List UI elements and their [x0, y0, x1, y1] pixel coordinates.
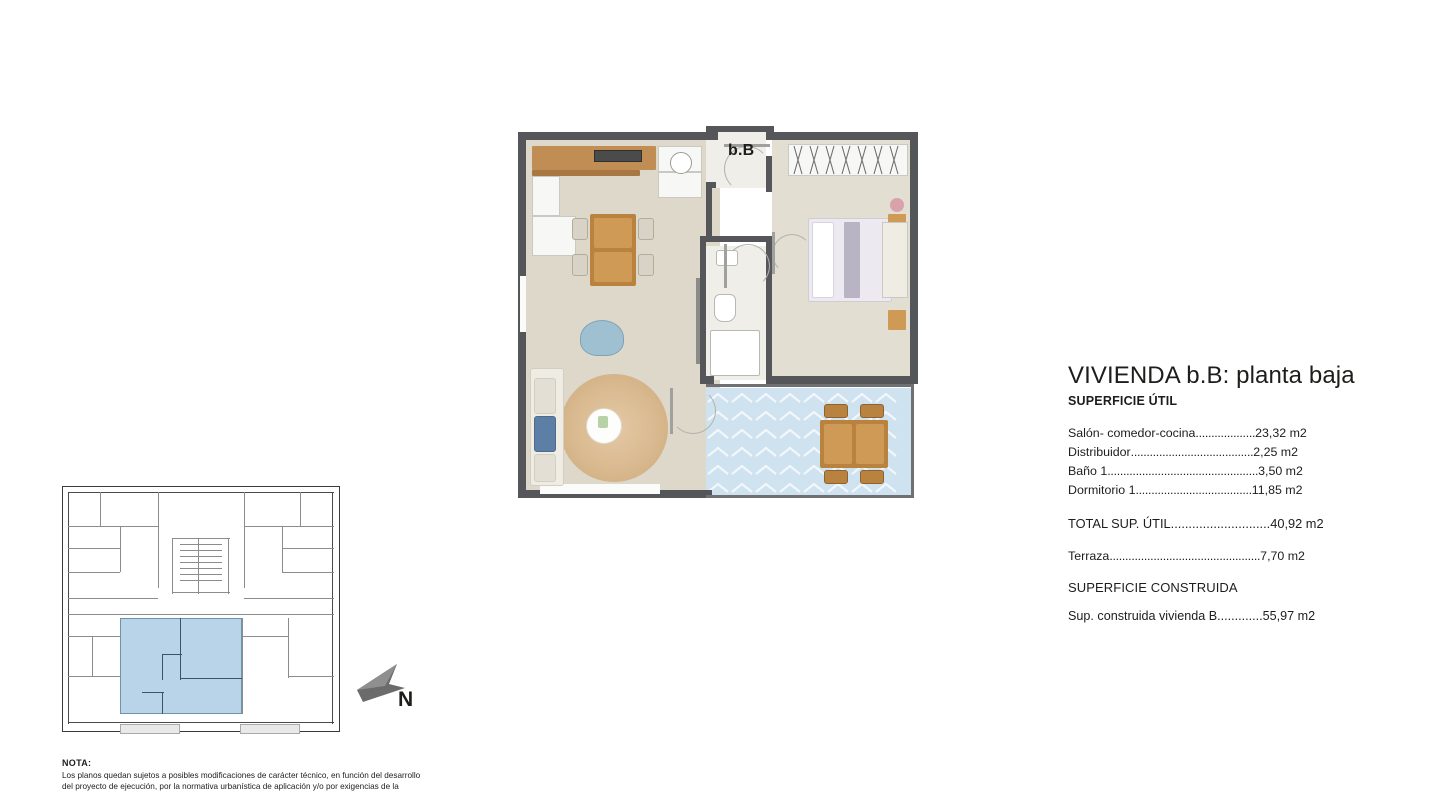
terrace-row [1068, 547, 1398, 566]
toilet [714, 294, 736, 322]
interior-wall [700, 236, 706, 384]
room-row [1068, 424, 1398, 443]
sofa-cushion [534, 378, 556, 414]
bed-throw [844, 222, 860, 298]
room-row [1068, 481, 1398, 500]
key-plan-unit-partition [162, 654, 182, 655]
built-label: Sup. construida vivienda B [1068, 609, 1218, 623]
key-plan-partition [68, 526, 158, 527]
room-dots: ....................................... [1130, 445, 1254, 459]
spacer [1068, 533, 1398, 547]
total-useful-area-row [1068, 514, 1398, 533]
room-name: Salón- comedor-cocina [1068, 426, 1196, 440]
key-plan-unit-partition [162, 654, 163, 680]
door-swing-terrace [670, 388, 716, 434]
key-plan-stair-tread [180, 580, 222, 581]
exterior-wall [772, 132, 918, 140]
key-plan-unit-partition [142, 692, 164, 693]
key-plan-unit-partition [180, 678, 242, 679]
room-dots: ................................................ [1107, 464, 1259, 478]
note-line-2: del proyecto de ejecución, por la normativa urbanística de aplicación y/o por exigencias de la [62, 781, 399, 791]
key-plan-stair-tread [180, 550, 222, 551]
legend-panel [1068, 362, 1398, 623]
kitchen-cabinet [658, 172, 702, 198]
door-leaf-bedroom [772, 232, 775, 274]
key-plan-partition [288, 618, 289, 678]
key-plan-terrace [240, 724, 300, 734]
wardrobe-hatch [788, 144, 908, 176]
key-plan-partition [120, 526, 121, 572]
terrace-chair [860, 470, 884, 484]
window-opening [520, 276, 526, 332]
room-area: 11,85 m2 [1251, 483, 1303, 497]
room-name: Distribuidor [1068, 445, 1131, 459]
exterior-wall [772, 376, 918, 384]
sofa-cushion [534, 454, 556, 482]
dining-chair [638, 218, 654, 240]
note-line-1: Los planos quedan sujetos a posibles modificaciones de carácter técnico, en función del desarrollo [62, 771, 421, 780]
built-dots: ............. [1217, 609, 1263, 623]
interior-wall [706, 182, 712, 240]
total-dots: ............................ [1170, 516, 1271, 531]
room-area: 3,50 m2 [1258, 464, 1303, 478]
compass [355, 662, 435, 722]
exterior-wall [706, 126, 768, 132]
key-plan-unit-partition [162, 692, 163, 714]
key-plan-partition [282, 548, 334, 549]
room-dots: ................... [1195, 426, 1256, 440]
key-plan-partition [158, 492, 159, 588]
room-row [1068, 443, 1398, 462]
useful-area-heading: SUPERFICIE ÚTIL [1068, 394, 1178, 408]
terrace-table-top [824, 424, 852, 464]
key-plan-partition [92, 636, 93, 676]
key-plan-stair-tread [180, 568, 222, 569]
key-plan-partition [100, 492, 101, 526]
total-label: TOTAL SUP. ÚTIL [1068, 516, 1171, 531]
dining-chair [572, 254, 588, 276]
key-plan-terrace [120, 724, 180, 734]
key-plan-stair [228, 538, 229, 594]
sofa-cushion [534, 416, 556, 452]
key-plan-partition [242, 636, 288, 637]
dining-chair [572, 218, 588, 240]
room-area: 2,25 m2 [1253, 445, 1299, 459]
key-plan [62, 486, 340, 732]
cooktop [594, 150, 642, 162]
exterior-wall [518, 132, 718, 140]
door-swing-bedroom [772, 234, 812, 274]
total-area: 40,92 m2 [1270, 516, 1324, 531]
dining-table-top [594, 252, 632, 282]
terrace-dots: ................................................ [1109, 549, 1261, 563]
key-plan-partition [244, 492, 245, 588]
dining-chair [638, 254, 654, 276]
room-name: Baño 1 [1068, 464, 1108, 478]
spacer [1068, 566, 1398, 580]
fridge [532, 176, 560, 216]
sink-bowl [670, 152, 692, 174]
terrace-chair [824, 404, 848, 418]
spacer [1068, 500, 1398, 514]
key-plan-partition [68, 636, 120, 637]
key-plan-stair-tread [180, 562, 222, 563]
bedroom-shelf [882, 222, 908, 298]
spacer [1068, 595, 1398, 609]
note-title: NOTA: [62, 758, 92, 768]
terrace-edge [911, 384, 914, 498]
bed-pillow [812, 222, 834, 298]
shower-screen [696, 278, 700, 364]
built-area: 55,97 m2 [1262, 609, 1316, 623]
unit-label: b.B [728, 142, 755, 159]
key-plan-partition [282, 572, 334, 573]
key-plan-unit-partition [180, 618, 181, 680]
kitchen-base-unit [532, 216, 576, 256]
note-block [62, 758, 482, 792]
key-plan-wall [68, 492, 334, 493]
nightstand [888, 310, 906, 330]
terrace-chair [860, 404, 884, 418]
room-row [1068, 462, 1398, 481]
key-plan-stair-tread [180, 556, 222, 557]
room-area: 23,32 m2 [1255, 426, 1307, 440]
built-area-heading: SUPERFICIE CONSTRUIDA [1068, 580, 1238, 595]
door-swing-bathroom [726, 244, 770, 288]
key-plan-partition [68, 598, 158, 599]
key-plan-partition [68, 548, 120, 549]
north-label: N [398, 688, 414, 711]
key-plan-partition [68, 676, 120, 677]
key-plan-partition [244, 598, 334, 599]
dining-table-top [594, 218, 632, 248]
flower-decor [890, 198, 904, 212]
bathtub [710, 330, 760, 376]
key-plan-partition [244, 526, 334, 527]
room-dots: ..................................... [1135, 483, 1252, 497]
key-plan-partition [282, 526, 283, 572]
key-plan-stair-rail [198, 538, 199, 594]
built-area-row [1068, 609, 1398, 623]
room-name: Dormitorio 1 [1068, 483, 1136, 497]
page-title: VIVIENDA b.B: planta baja [1068, 362, 1355, 389]
terrace-edge [706, 384, 914, 387]
key-plan-stair [172, 538, 230, 539]
terrace-label: Terraza [1068, 549, 1110, 563]
key-plan-partition [68, 572, 120, 573]
terrace-table-top [856, 424, 884, 464]
terrace-edge [706, 495, 914, 498]
terrace-area: 7,70 m2 [1260, 549, 1305, 563]
armchair [580, 320, 624, 356]
terrace-chair [824, 470, 848, 484]
key-plan-partition [300, 492, 301, 526]
exterior-wall [706, 376, 714, 384]
door-leaf-bathroom [724, 244, 727, 288]
key-plan-stair-tread [180, 574, 222, 575]
key-plan-stair [172, 592, 230, 593]
plant-decor [598, 416, 608, 428]
key-plan-stair-tread [180, 544, 222, 545]
key-plan-stair [172, 538, 173, 594]
key-plan-partition [242, 618, 243, 714]
floor-plan [510, 126, 925, 512]
door-leaf-terrace [670, 388, 673, 434]
key-plan-partition [68, 614, 334, 615]
exterior-wall [910, 132, 918, 384]
key-plan-partition [288, 676, 334, 677]
